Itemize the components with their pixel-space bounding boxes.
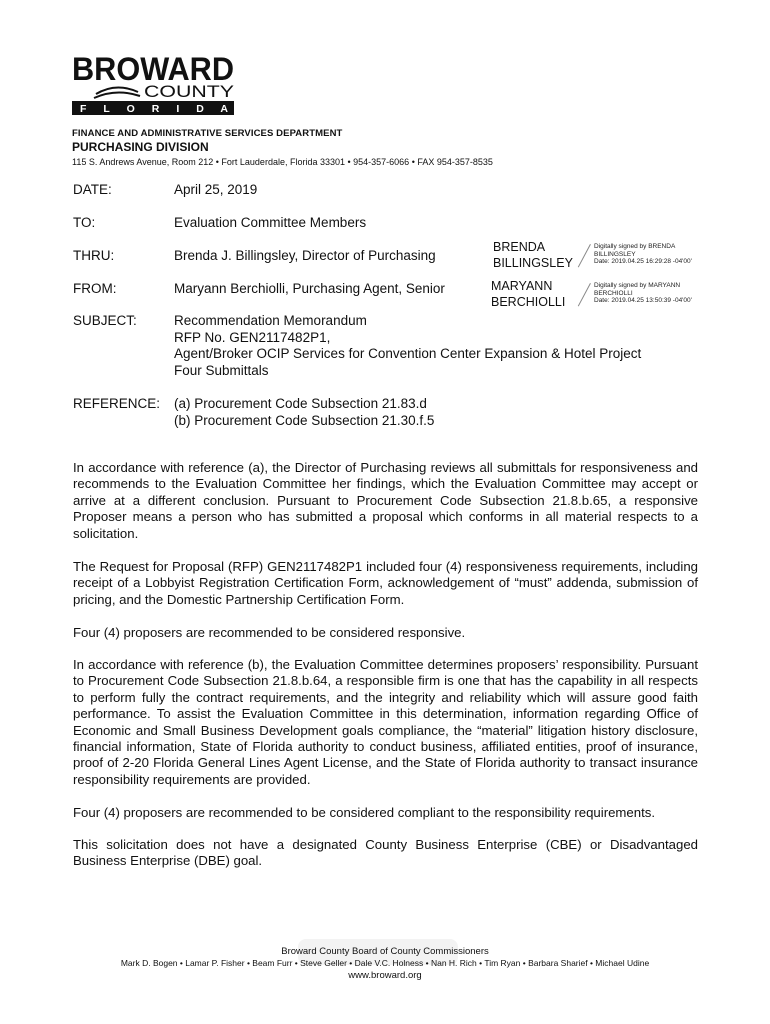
signature-detail-line: Digitally signed by MARYANN [594,282,681,289]
footer-board-title: Broward County Board of County Commissioners [281,946,489,957]
date-value: April 25, 2019 [174,182,258,197]
paragraph-cbe-dbe-goal: This solicitation does not have a designated County Business Enterprise (CBE) or Disadvantaged Business Enterprise (DBE) goal. [73,837,698,869]
subject-line: Recommendation Memorandum [174,313,367,328]
thru-value: Brenda J. Billingsley, Director of Purchasing [174,248,436,263]
signature-name-line: MARYANN [491,279,553,293]
to-value: Evaluation Committee Members [174,215,367,230]
signature-name-line: BILLINGSLEY [493,256,573,270]
paragraph-rfp-requirements: The Request for Proposal (RFP) GEN2117482P1 included four (4) responsiveness requirements, including receipt of a Lobbyist Registration Certification Form, acknowledgement of “must” addenda, submission of pricing, and the Domestic Partnership Certification Form. [73,559,698,607]
signature-maryann-name [491,278,565,310]
thru-label: THRU: [73,248,115,263]
from-label: FROM: [73,281,117,296]
footer-website: www.broward.org [348,970,422,981]
signature-detail-line: BILLINGSLEY [594,250,636,258]
date-label: DATE: [73,182,112,197]
signature-detail-line: Digitally signed by BRENDA [594,243,676,250]
department-name: FINANCE AND ADMINISTRATIVE SERVICES DEPARTMENT [72,128,343,139]
subject-line: Agent/Broker OCIP Services for Convention Center Expansion & Hotel Project [174,346,642,361]
signature-brenda-detail [594,243,692,266]
signature-name-line: BRENDA [493,240,546,254]
subject-label: SUBJECT: [73,313,137,328]
reference-label: REFERENCE: [73,396,161,411]
logo-line1: BROWARD [72,51,234,87]
reference-line: (a) Procurement Code Subsection 21.83.d [174,396,427,411]
paragraph-responsive-recommendation: Four (4) proposers are recommended to be considered responsive. [73,625,466,640]
paragraph-responsiveness: In accordance with reference (a), the Director of Purchasing reviews all submittals for responsiveness and recommends to the Evaluation Committee her findings, which the Evaluation Committee may accept or arrive at a different conclusion. Pursuant to Procurement Code Subsection 21.8.b.65, a responsive Proposer means a person who has submitted a proposal which conforms in all material respects to a solicitation. [73,460,698,541]
reference-line: (b) Procurement Code Subsection 21.30.f.5 [174,412,435,428]
address-line: 115 S. Andrews Avenue, Room 212 • Fort Lauderdale, Florida 33301 • 954-357-6066 • FAX 954-357-8535 [72,157,493,167]
from-value: Maryann Berchiolli, Purchasing Agent, Senior [174,281,445,296]
logo-line3: F L O R I D A [80,103,228,115]
signature-divider [578,283,591,306]
paragraph-responsibility: In accordance with reference (b), the Evaluation Committee determines proposers’ responsibility. Pursuant to Procurement Code Subsection 21.8.b.64, a responsible firm is one that has the capability in all respects to perform fully the contract requirements, and the integrity and reliability which will assure good faith performance. To assist the Evaluation Committee in this determination, information regarding Office of Economic and Small Business Development goals compliance, the “material” litigation history disclosure, financial information, State of Florida authority to conduct business, affiliated entities, proof of insurance, proof of 2-20 Florida General Lines Agent License, and the State of Florida authority to transact insurance responsibility requirements are provided. [73,657,698,787]
signature-brenda-name [493,239,573,271]
signature-maryann-detail [594,282,692,305]
signature-detail-line: BERCHIOLLI [594,289,633,297]
reference-block [174,396,434,429]
paragraph-compliance-recommendation: Four (4) proposers are recommended to be considered compliant to the responsibility requirements. [73,805,656,820]
subject-block [174,313,641,379]
logo-line2: COUNTY [144,82,234,101]
division-name: PURCHASING DIVISION [72,140,209,154]
broward-county-logo [72,50,236,116]
subject-line: Four Submittals [174,362,269,378]
signature-detail-line: Date: 2019.04.25 16:29:28 -04'00' [594,258,692,265]
subject-line: RFP No. GEN2117482P1, [174,329,331,345]
footer-commissioners: Mark D. Bogen • Lamar P. Fisher • Beam Furr • Steve Geller • Dale V.C. Holness • Nan H. Rich • Tim Ryan • Barbara Sharief • Michael Udine [120,958,650,968]
to-label: TO: [73,215,96,230]
signature-name-line: BERCHIOLLI [491,295,566,309]
signature-divider [578,244,591,267]
signature-detail-line: Date: 2019.04.25 13:50:39 -04'00' [594,297,692,304]
